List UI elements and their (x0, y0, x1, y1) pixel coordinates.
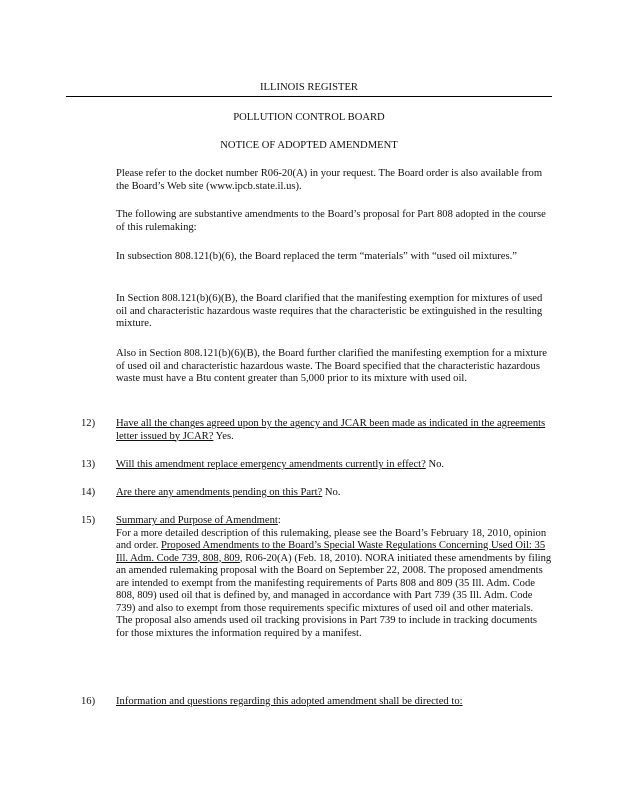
item-number-13: 13) (81, 459, 96, 470)
item-14 (116, 487, 552, 500)
item-15-citation: Proposed Amendments to the Board’s Special Waste Regulations Concerning Used Oil: 35 Ill. Adm. Code 739, 808, 809 (116, 540, 546, 564)
item-number-16: 16) (81, 696, 96, 707)
item-12-question: Have all the changes agreed upon by the agency and JCAR been made as indicated in the agreements letter issued by JCAR? (116, 418, 546, 442)
paragraph-substantive: The following are substantive amendments to the Board’s proposal for Part 808 adopted in the course of this rulemaking: (116, 209, 546, 233)
item-number-14: 14) (81, 487, 96, 498)
item-12 (116, 418, 552, 443)
board-title: POLLUTION CONTROL BOARD (233, 112, 385, 123)
item-number-15: 15) (81, 515, 96, 526)
register-title: ILLINOIS REGISTER (260, 82, 358, 93)
item-15 (116, 515, 552, 640)
item-13-question: Will this amendment replace emergency amendments currently in effect? (116, 459, 426, 470)
item-13-answer: No. (425, 459, 445, 470)
item-14-question: Are there any amendments pending on this Part? (116, 487, 323, 498)
paragraph-section-clarified: In Section 808.121(b)(6)(B), the Board clarified that the manifesting exemption for mixtures of used oil and characteristic hazardous waste requires that the characteristic be extinguished in the resulting mixture. (116, 293, 543, 329)
paragraph-docket: Please refer to the docket number R06-20(A) in your request. The Board order is also available from the Board’s Web site (www.ipcb.state.il.us). (116, 168, 543, 192)
item-number-12: 12) (81, 418, 96, 429)
item-15-lead: For a more detailed description of this rulemaking, please see the Board’s February 18, 2010, opinion and order. (116, 527, 547, 551)
item-16-question: Information and questions regarding this adopted amendment shall be directed to: (116, 696, 463, 707)
item-14-answer: No. (322, 487, 341, 498)
header-rule (66, 96, 552, 97)
item-13 (116, 459, 552, 472)
item-12-answer: Yes. (213, 430, 234, 442)
item-16 (116, 696, 552, 709)
item-15-colon: : (277, 515, 281, 526)
item-15-body: , R06-20(A) (Feb. 18, 2010). NORA initiated these amendments by filing an amended rulemaking proposal with the Board on September 22, 2008. The proposed amendments are intended to exempt from the manifesting requirements of Parts 808 and 809 (35 Ill. Adm. Code 808, 809) used oil that is defined by, and managed in accordance with Part 739 (35 Ill. Adm. Code 739) and also to exempt from those requirements specific mixtures of used oil and other materials. The proposal also amends used oil tracking provisions in Part 739 to include in tracking documents for those mixtures the information required by a manifest. (116, 552, 552, 639)
notice-title: NOTICE OF ADOPTED AMENDMENT (220, 140, 398, 151)
paragraph-subsection: In subsection 808.121(b)(6), the Board replaced the term “materials” with “used oil mixtures.” (116, 251, 517, 262)
paragraph-section-further: Also in Section 808.121(b)(6)(B), the Board further clarified the manifesting exemption for a mixture of used oil and characteristic hazardous waste. The Board specified that the characteristic hazardous waste must have a Btu content greater than 5,000 prior to its mixture with used oil. (116, 348, 547, 384)
item-15-heading: Summary and Purpose of Amendment (116, 515, 278, 526)
